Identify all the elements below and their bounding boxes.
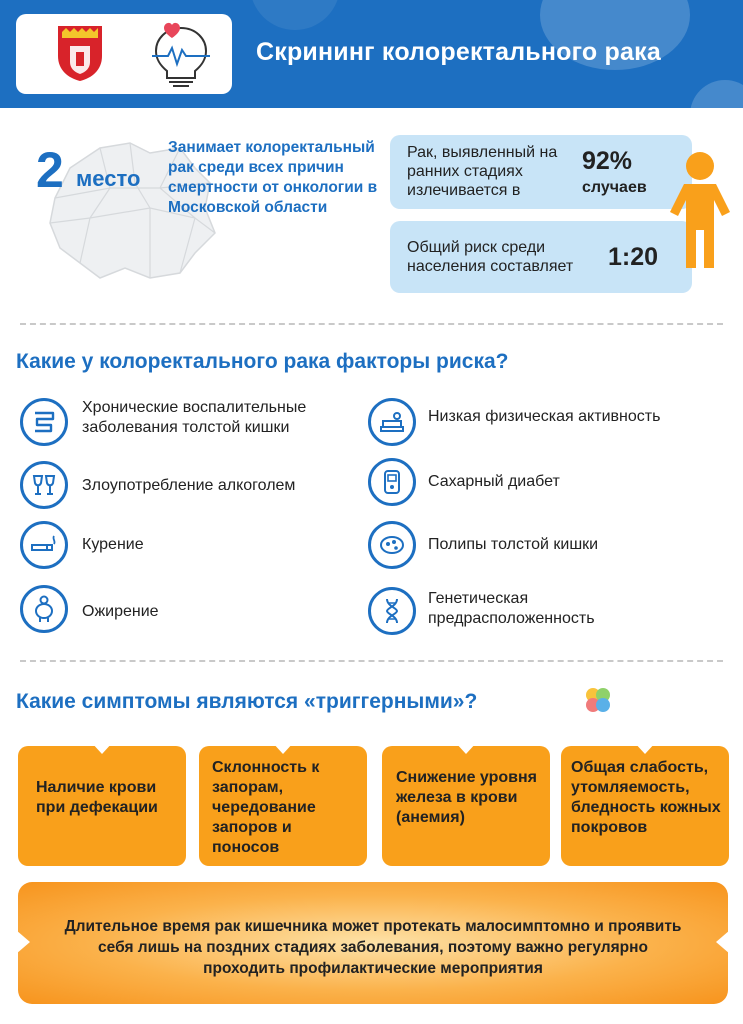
symptom-text: Общая слабость, утомляемость, бледность кожных покровов — [571, 759, 721, 836]
risk-item-label: Генетическая предрасположенность — [428, 590, 595, 627]
stat-card-risk — [390, 221, 692, 293]
notice-text: Длительное время рак кишечника может протекать малосимптомно и проявить себя лишь на поздних стадиях заболевания, поэтому важно регулярно проходить профилактические мероприятия — [64, 918, 682, 977]
risk-item-label: Полипы толстой кишки — [428, 536, 599, 553]
risk-item-label: Сахарный диабет — [428, 473, 560, 490]
risk-section-title: Какие у колоректального рака факторы риска? — [16, 350, 509, 373]
rank-word: место — [76, 166, 141, 191]
coat-of-arms-icon — [56, 24, 104, 82]
symptom-text: Снижение уровня железа в крови (анемия) — [396, 769, 537, 826]
decor-bubble — [250, 0, 340, 30]
symptom-card — [18, 746, 186, 866]
dna-icon — [368, 587, 416, 635]
symptom-card — [199, 746, 367, 866]
cigarette-icon — [20, 521, 68, 569]
intestine-icon — [20, 398, 68, 446]
divider — [20, 323, 723, 325]
couch-icon — [368, 398, 416, 446]
polyps-icon — [368, 521, 416, 569]
stat-value: 1:20 — [608, 243, 659, 271]
obesity-icon — [20, 585, 68, 633]
stat-text: Общий риск среди населения составляет — [407, 239, 574, 275]
stat-value-sub: случаев — [582, 179, 647, 196]
page-title: Скрининг колоректального рака — [256, 38, 661, 66]
logo-box — [16, 14, 232, 94]
decor-bubble — [690, 80, 743, 108]
notice-banner — [18, 882, 728, 1004]
symptom-card — [382, 746, 550, 866]
symptom-text: Наличие крови при дефекации — [36, 779, 158, 816]
rank-description: Занимает колоректальный рак среди всех причин смертности от онкологии в Московской области — [168, 139, 378, 216]
wine-glasses-icon — [20, 461, 68, 509]
risk-item-label: Курение — [82, 536, 144, 553]
symptom-section-title: Какие симптомы являются «триггерными»? — [16, 690, 478, 713]
stat-value: 92% — [582, 147, 633, 175]
risk-item-label: Ожирение — [82, 603, 159, 620]
person-icon — [664, 150, 736, 270]
risk-item-label: Злоупотребление алкоголем — [82, 477, 296, 494]
glucometer-icon — [368, 458, 416, 506]
risk-item-label: Низкая физическая активность — [428, 408, 661, 425]
risk-item-label: Хронические воспалительные заболевания толстой кишки — [82, 399, 307, 436]
rank-number: 2 — [36, 142, 64, 198]
brain-emotions-icon — [582, 684, 614, 716]
divider — [20, 660, 723, 662]
stat-card-cure-rate — [390, 135, 692, 209]
header-banner — [0, 0, 743, 108]
heart-bulb-icon — [146, 20, 216, 88]
symptom-card — [561, 746, 729, 866]
stat-text: Рак, выявленный на ранних стадиях излечивается в — [407, 144, 558, 199]
symptom-text: Склонность к запорам, чередование запоров и поносов — [212, 759, 320, 856]
